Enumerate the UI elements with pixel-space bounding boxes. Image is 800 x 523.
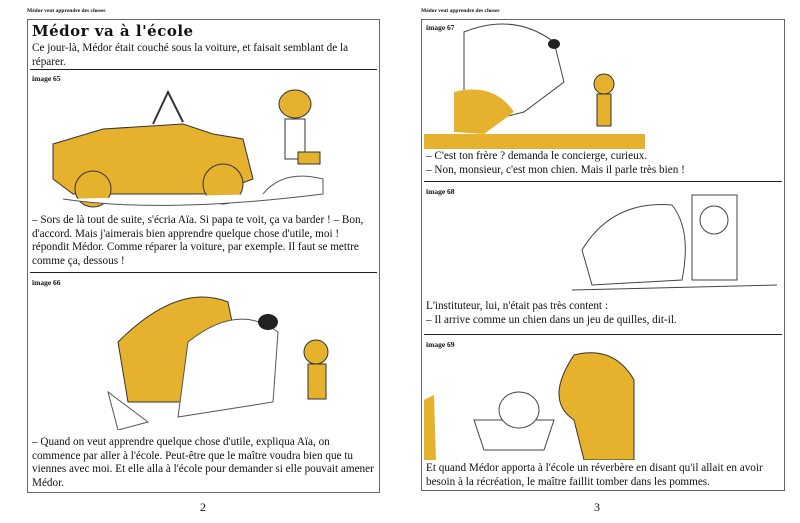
panel-text: Et quand Médor apporta à l'école un réverbère en disant qu'il allait en avoir besoin à la récréation, le maître faillit tomber dans les pommes.: [426, 462, 763, 488]
panel-text: – C'est ton frère ? demanda le concierge, curieux.: [426, 150, 648, 162]
image-label: image 68: [426, 187, 455, 196]
page-number: 2: [200, 500, 206, 514]
page-title: Médor va à l'école: [32, 22, 194, 40]
right-page-frame: [421, 19, 785, 491]
panel-text: – Il arrive comme un chien dans un jeu de quilles, dit-il.: [426, 314, 677, 326]
intro-text: Ce jour-là, Médor était couché sous la voiture, et faisait semblant de la réparer.: [32, 42, 349, 68]
page-number: 3: [594, 500, 600, 514]
illustration-medor-lifting-car: [88, 282, 338, 430]
panel-text: – Non, monsieur, c'est mon chien. Mais il parle très bien !: [426, 164, 685, 176]
image-label: image 69: [426, 340, 455, 349]
illustration-medor-sink: [424, 340, 724, 460]
running-header-left: Médor veut apprendre des choses: [27, 8, 106, 14]
illustration-medor-concierge: [424, 22, 645, 149]
running-header-right: Médor veut apprendre des choses: [421, 8, 500, 14]
divider: [30, 69, 377, 70]
panel-text: – Sors de là tout de suite, s'écria Aïa. Si papa te voit, ça va barder ! – Bon, d'accord. Mais j'aimerais bien apprendre quelque chose d'utile, moi ! répondit Médor. Comme réparer la voiture, par exemple. Il faut se mettre comme ça, dessous !: [32, 214, 364, 267]
panel-text: L'instituteur, lui, n'était pas très content :: [426, 300, 608, 312]
divider: [424, 181, 782, 182]
divider: [30, 272, 377, 273]
image-label: image 65: [32, 74, 61, 83]
illustration-medor-door: [572, 190, 777, 295]
illustration-car-medor: [43, 84, 343, 212]
image-label: image 66: [32, 278, 61, 287]
divider: [424, 334, 782, 335]
panel-text: – Quand on veut apprendre quelque chose d'utile, expliqua Aïa, on commence par aller à l'école. Peut-être que le maître voudra bien que tu viennes avec moi. Et elle alla à l'école pour demander si elle pouvait amener Médor.: [32, 436, 374, 489]
left-page-frame: [27, 19, 380, 493]
image-label: image 67: [426, 23, 455, 32]
